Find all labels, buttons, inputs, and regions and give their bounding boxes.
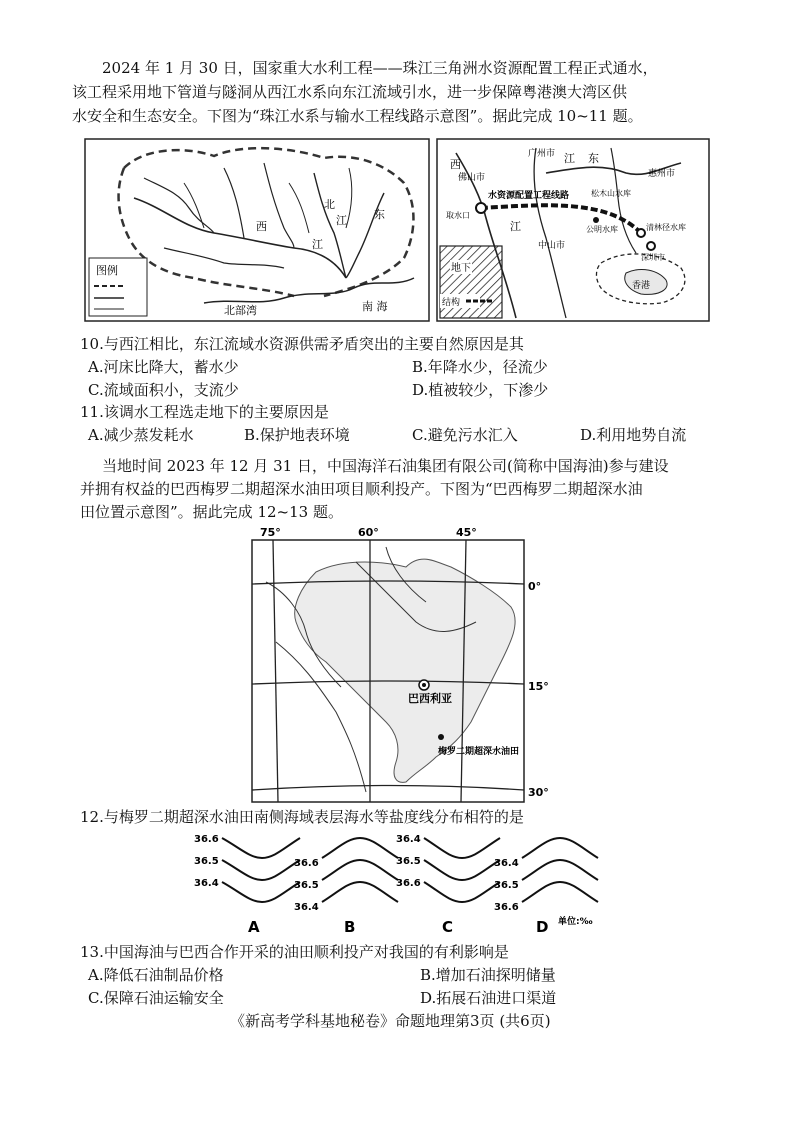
map1-river-char-4: 江 bbox=[336, 214, 347, 227]
brazil-map bbox=[246, 522, 552, 806]
q13-option-a[interactable]: A.降低石油制品价格 bbox=[88, 966, 224, 984]
intro1-line1: 2024 年 1 月 30 日，国家重大水利工程——珠江三角洲水资源配置工程正式通水， bbox=[102, 59, 658, 77]
q10-option-c[interactable]: C.流域面积小，支流少 bbox=[88, 381, 239, 399]
q11-stem: 11.该调水工程选走地下的主要原因是 bbox=[80, 403, 329, 421]
a-mid-label: 36.5 bbox=[194, 856, 219, 867]
salinity-options bbox=[190, 828, 610, 940]
c-mid-label: 36.5 bbox=[396, 856, 421, 867]
d-mid-label: 36.5 bbox=[494, 880, 519, 891]
q10-option-b[interactable]: B.年降水少，径流少 bbox=[412, 358, 548, 376]
map2-inlet: 取水口 bbox=[446, 211, 470, 220]
map2-reservoir3: 公明水库 bbox=[586, 225, 618, 234]
b-top-label: 36.6 bbox=[294, 858, 319, 869]
intro1-line3: 水安全和生态安全。下图为“珠江水系与输水工程线路示意图”。据此完成 10~11 题。 bbox=[72, 107, 643, 125]
salinity-unit: 单位:‰ bbox=[558, 917, 593, 927]
map2-jiang1: 江 bbox=[564, 152, 575, 165]
q10-option-d[interactable]: D.植被较少，下渗少 bbox=[412, 381, 549, 399]
map2-hongkong: 香港 bbox=[632, 281, 651, 291]
option-b-diagram[interactable] bbox=[294, 838, 398, 936]
map2-project: 水资源配置工程线路 bbox=[488, 191, 570, 201]
lat-15: 15° bbox=[528, 680, 549, 693]
c-letter: C bbox=[442, 918, 454, 936]
intro1-line2: 该工程采用地下管道与隧洞从西江水系向东江流域引水，进一步保障粤港澳大湾区供 bbox=[72, 83, 628, 101]
q13-option-b[interactable]: B.增加石油探明储量 bbox=[420, 966, 556, 984]
q13-option-d[interactable]: D.拓展石油进口渠道 bbox=[420, 989, 557, 1007]
map2-xi: 西 bbox=[450, 158, 461, 171]
lat-30: 30° bbox=[528, 786, 549, 799]
q11-option-d[interactable]: D.利用地势自流 bbox=[580, 426, 687, 444]
map1-gulf-label: 北部湾 bbox=[224, 304, 257, 317]
map2-underground: 地下 bbox=[451, 263, 471, 274]
oilfield-label: 梅罗二期超深水油田 bbox=[438, 747, 520, 757]
b-letter: B bbox=[344, 918, 356, 936]
a-top-label: 36.6 bbox=[194, 834, 219, 845]
c-bottom-label: 36.6 bbox=[396, 878, 421, 889]
q11-option-a[interactable]: A.减少蒸发耗水 bbox=[88, 426, 194, 444]
q12-stem: 12.与梅罗二期超深水油田南侧海域表层海水等盐度线分布相符的是 bbox=[80, 808, 524, 826]
option-a-diagram[interactable] bbox=[194, 834, 300, 936]
map1-sea-label: 南 海 bbox=[362, 300, 388, 313]
page-footer: 《新高考学科基地秘卷》命题地理第3页 (共6页) bbox=[230, 1012, 551, 1030]
map1-river-char-3: 北 bbox=[324, 198, 335, 211]
map1-river-char-2: 江 bbox=[312, 238, 323, 251]
a-letter: A bbox=[248, 918, 260, 936]
q13-option-c[interactable]: C.保障石油运输安全 bbox=[88, 989, 224, 1007]
lon-60: 60° bbox=[358, 526, 379, 539]
map1-river-char-5: 东 bbox=[374, 208, 385, 221]
pearl-river-map bbox=[84, 138, 430, 322]
map2-dong: 东 bbox=[588, 152, 599, 165]
option-c-diagram[interactable] bbox=[396, 834, 500, 936]
b-bottom-label: 36.4 bbox=[294, 902, 319, 913]
q11-option-c[interactable]: C.避免污水汇入 bbox=[412, 426, 518, 444]
map1-legend-title: 图例 bbox=[96, 264, 118, 277]
map1-river-char-1: 西 bbox=[256, 220, 267, 233]
q11-option-b[interactable]: B.保护地表环境 bbox=[244, 426, 350, 444]
intro2-line2: 并拥有权益的巴西梅罗二期超深水油田项目顺利投产。下图为“巴西梅罗二期超深水油 bbox=[80, 480, 643, 498]
map2-huizhou: 惠州市 bbox=[648, 169, 676, 179]
d-bottom-label: 36.6 bbox=[494, 902, 519, 913]
map2-shenzhen: 深圳市 bbox=[641, 253, 665, 262]
water-project-map bbox=[436, 138, 710, 322]
d-letter: D bbox=[536, 918, 549, 936]
map2-reservoir1: 松木山水库 bbox=[591, 189, 631, 198]
map2-reservoir2: 清林径水库 bbox=[646, 223, 686, 232]
intro2-line3: 田位置示意图”。据此完成 12~13 题。 bbox=[80, 503, 343, 521]
map2-structure: 结构 bbox=[442, 298, 461, 308]
q10-stem: 10.与西江相比，东江流域水资源供需矛盾突出的主要自然原因是其 bbox=[80, 335, 524, 353]
map2-zhongshan: 中山市 bbox=[538, 241, 566, 251]
lat-0: 0° bbox=[528, 580, 542, 593]
b-mid-label: 36.5 bbox=[294, 880, 319, 891]
q10-option-a[interactable]: A.河床比降大，蓄水少 bbox=[88, 358, 239, 376]
map2-foshan: 佛山市 bbox=[458, 173, 486, 183]
intro2-line1: 当地时间 2023 年 12 月 31 日，中国海洋石油集团有限公司(简称中国海油)参与建设 bbox=[102, 457, 669, 475]
lon-45: 45° bbox=[456, 526, 477, 539]
capital-label: 巴西利亚 bbox=[408, 692, 452, 705]
lon-75: 75° bbox=[260, 526, 281, 539]
d-top-label: 36.4 bbox=[494, 858, 519, 869]
map2-guangzhou: 广州市 bbox=[528, 149, 556, 159]
c-top-label: 36.4 bbox=[396, 834, 421, 845]
q13-stem: 13.中国海油与巴西合作开采的油田顺利投产对我国的有利影响是 bbox=[80, 943, 509, 961]
map2-jiang2: 江 bbox=[510, 220, 521, 233]
a-bottom-label: 36.4 bbox=[194, 878, 219, 889]
